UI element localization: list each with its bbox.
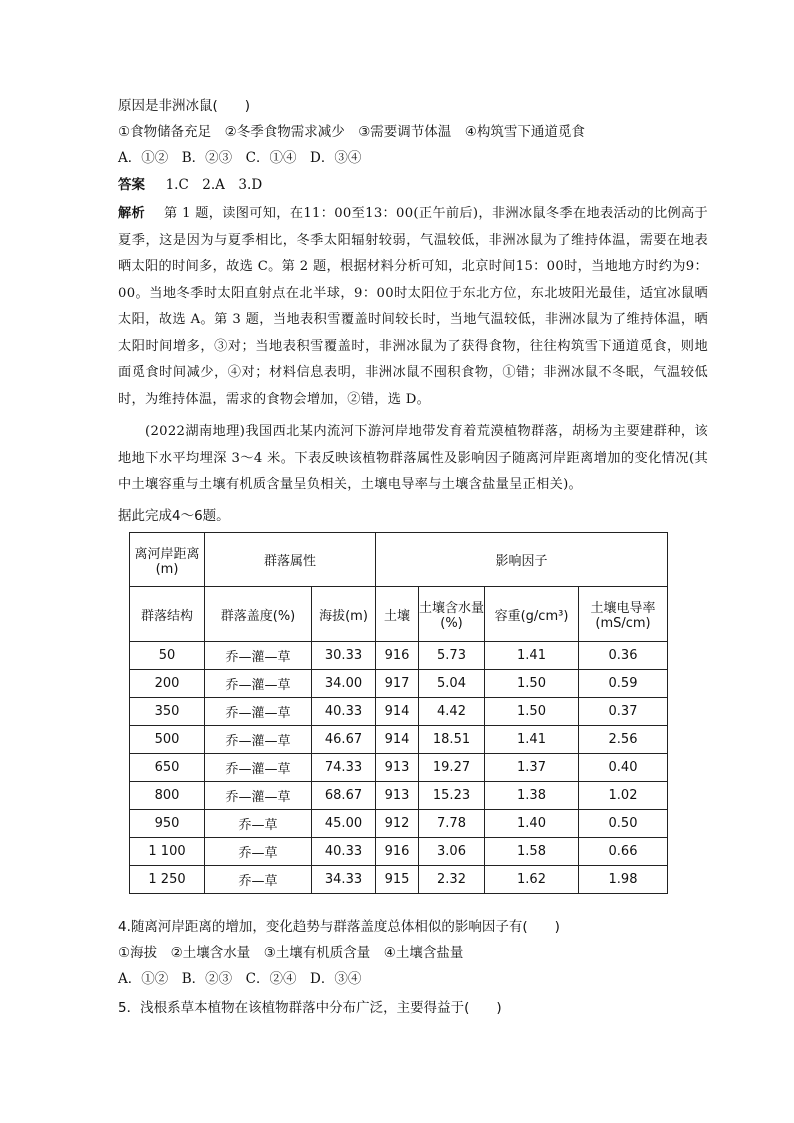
table-cell: 912 bbox=[376, 810, 419, 838]
table-cell: 5.73 bbox=[419, 642, 485, 670]
q4-stem: 4.随离河岸距离的增加，变化趋势与群落盖度总体相似的影响因子有( ) bbox=[118, 919, 560, 935]
subheader: 土壤电导率(mS/cm) bbox=[579, 587, 668, 642]
table-cell: 650 bbox=[130, 754, 205, 782]
table-cell: 乔—灌—草 bbox=[205, 670, 312, 698]
table-cell: 50 bbox=[130, 642, 205, 670]
subheader: 群落结构 bbox=[130, 587, 205, 642]
subheader: 群落盖度(%) bbox=[205, 587, 312, 642]
table-cell: 917 bbox=[376, 670, 419, 698]
table-cell: 0.66 bbox=[579, 838, 668, 866]
table-cell: 40.33 bbox=[312, 838, 376, 866]
table-cell: 3.06 bbox=[419, 838, 485, 866]
table-cell: 74.33 bbox=[312, 754, 376, 782]
table-cell: 950 bbox=[130, 810, 205, 838]
header-distance: 离河岸距离(m) bbox=[130, 533, 205, 587]
analysis-paragraph bbox=[118, 201, 708, 413]
table-cell: 2.32 bbox=[419, 866, 485, 894]
table-cell: 68.67 bbox=[312, 782, 376, 810]
table-cell: 500 bbox=[130, 726, 205, 754]
table-cell: 1 250 bbox=[130, 866, 205, 894]
question-choices: A．①② B．②③ C．①④ D．③④ bbox=[118, 150, 362, 166]
table-cell: 200 bbox=[130, 670, 205, 698]
table-cell: 1.50 bbox=[485, 670, 579, 698]
table-cell: 1.41 bbox=[485, 642, 579, 670]
table-cell: 1 100 bbox=[130, 838, 205, 866]
subheader: 土壤含水量(%) bbox=[419, 587, 485, 642]
table-row bbox=[130, 754, 668, 782]
table-cell: 0.37 bbox=[579, 698, 668, 726]
table-cell: 乔—草 bbox=[205, 810, 312, 838]
table-cell: 34.33 bbox=[312, 866, 376, 894]
table-cell: 914 bbox=[376, 698, 419, 726]
table-cell: 18.51 bbox=[419, 726, 485, 754]
table-cell: 46.67 bbox=[312, 726, 376, 754]
table-cell: 1.98 bbox=[579, 866, 668, 894]
table-cell: 乔—灌—草 bbox=[205, 726, 312, 754]
answer-value: 1.C 2.A 3.D bbox=[165, 177, 263, 193]
question-options: ①食物储备充足 ②冬季食物需求减少 ③需要调节体温 ④构筑雪下通道觅食 bbox=[118, 124, 585, 140]
table-cell: 915 bbox=[376, 866, 419, 894]
analysis-label: 解析 bbox=[118, 206, 146, 221]
table-cell: 4.42 bbox=[419, 698, 485, 726]
answer-line bbox=[118, 175, 262, 195]
table-cell: 乔—灌—草 bbox=[205, 642, 312, 670]
table-cell: 1.37 bbox=[485, 754, 579, 782]
table-row bbox=[130, 726, 668, 754]
table-cell: 40.33 bbox=[312, 698, 376, 726]
table-cell: 30.33 bbox=[312, 642, 376, 670]
table-cell: 乔—灌—草 bbox=[205, 782, 312, 810]
header-factors: 影响因子 bbox=[376, 533, 668, 587]
table-cell: 1.41 bbox=[485, 726, 579, 754]
data-table bbox=[129, 532, 668, 894]
question-stem-tail: 原因是非洲冰鼠( ) bbox=[118, 98, 251, 114]
table-row bbox=[130, 810, 668, 838]
table-cell: 1.38 bbox=[485, 782, 579, 810]
header-community: 群落属性 bbox=[205, 533, 376, 587]
table-cell: 2.56 bbox=[579, 726, 668, 754]
table-cell: 914 bbox=[376, 726, 419, 754]
table-row bbox=[130, 642, 668, 670]
table-cell: 乔—草 bbox=[205, 866, 312, 894]
table-cell: 1.40 bbox=[485, 810, 579, 838]
table-cell: 1.50 bbox=[485, 698, 579, 726]
subheader: 土壤 bbox=[376, 587, 419, 642]
table-cell: 0.59 bbox=[579, 670, 668, 698]
table-row bbox=[130, 782, 668, 810]
answer-label: 答案 bbox=[118, 177, 145, 193]
table-cell: 1.02 bbox=[579, 782, 668, 810]
table-cell: 7.78 bbox=[419, 810, 485, 838]
table-cell: 1.62 bbox=[485, 866, 579, 894]
q5-stem: 5．浅根系草本植物在该植物群落中分布广泛，主要得益于( ) bbox=[118, 1000, 502, 1016]
table-cell: 15.23 bbox=[419, 782, 485, 810]
table-cell: 800 bbox=[130, 782, 205, 810]
table-row bbox=[130, 866, 668, 894]
table-cell: 34.00 bbox=[312, 670, 376, 698]
material-paragraph: (2022湖南地理)我国西北某内流河下游河岸地带发育着荒漠植物群落，胡杨为主要建群种，该地地下水平均埋深 3～4 米。下表反映该植物群落属性及影响因子随离河岸距离增加的变化情况(其中土壤容重与土壤有机质含量呈负相关，土壤电导率与土壤含盐量呈正相关)。 bbox=[118, 424, 708, 492]
table-cell: 19.27 bbox=[419, 754, 485, 782]
analysis-text: 第 1 题，读图可知，在11：00至13：00(正午前后)，非洲冰鼠冬季在地表活动的比例高于夏季，这是因为与夏季相比，冬季太阳辐射较弱，气温较低，非洲冰鼠为了维持体温，需要在地表晒太阳的时间多，故选 C。第 2 题，根据材料分析可知，北京时间15：00时，当地地方时约为9：00。当地冬季时太阳直射点在北半球，9：00时太阳位于东北方位，东北坡阳光最佳，适宜冰鼠晒太阳，故选 A。第 3 题，当地表积雪覆盖时间较长时，当地气温较低，非洲冰鼠为了维持体温，晒太阳时间增多，③对；当地表积雪覆盖时，非洲冰鼠为了获得食物，往往构筑雪下通道觅食，则地面觅食时间减少，④对；材料信息表明，非洲冰鼠不囤积食物，①错；非洲冰鼠不冬眠，气温较低时，为维持体温，需求的食物会增加，②错，选 D。 bbox=[118, 206, 708, 407]
table-cell: 1.58 bbox=[485, 838, 579, 866]
material-tail: 据此完成4～6题。 bbox=[118, 508, 230, 524]
table-cell: 0.36 bbox=[579, 642, 668, 670]
q4-options: ①海拔 ②土壤含水量 ③土壤有机质含量 ④土壤含盐量 bbox=[118, 945, 464, 961]
table-cell: 45.00 bbox=[312, 810, 376, 838]
table-cell: 乔—草 bbox=[205, 838, 312, 866]
table-row bbox=[130, 838, 668, 866]
table-cell: 乔—灌—草 bbox=[205, 698, 312, 726]
subheader: 海拔(m) bbox=[312, 587, 376, 642]
table-row bbox=[130, 698, 668, 726]
table-cell: 0.40 bbox=[579, 754, 668, 782]
table-cell: 913 bbox=[376, 782, 419, 810]
table-cell: 916 bbox=[376, 838, 419, 866]
table-cell: 913 bbox=[376, 754, 419, 782]
table-cell: 916 bbox=[376, 642, 419, 670]
subheader: 容重(g/cm³) bbox=[485, 587, 579, 642]
table-cell: 乔—灌—草 bbox=[205, 754, 312, 782]
table-cell: 5.04 bbox=[419, 670, 485, 698]
q4-choices: A．①② B．②③ C．②④ D．③④ bbox=[118, 971, 362, 987]
table-row bbox=[130, 670, 668, 698]
table-cell: 350 bbox=[130, 698, 205, 726]
table-cell: 0.50 bbox=[579, 810, 668, 838]
